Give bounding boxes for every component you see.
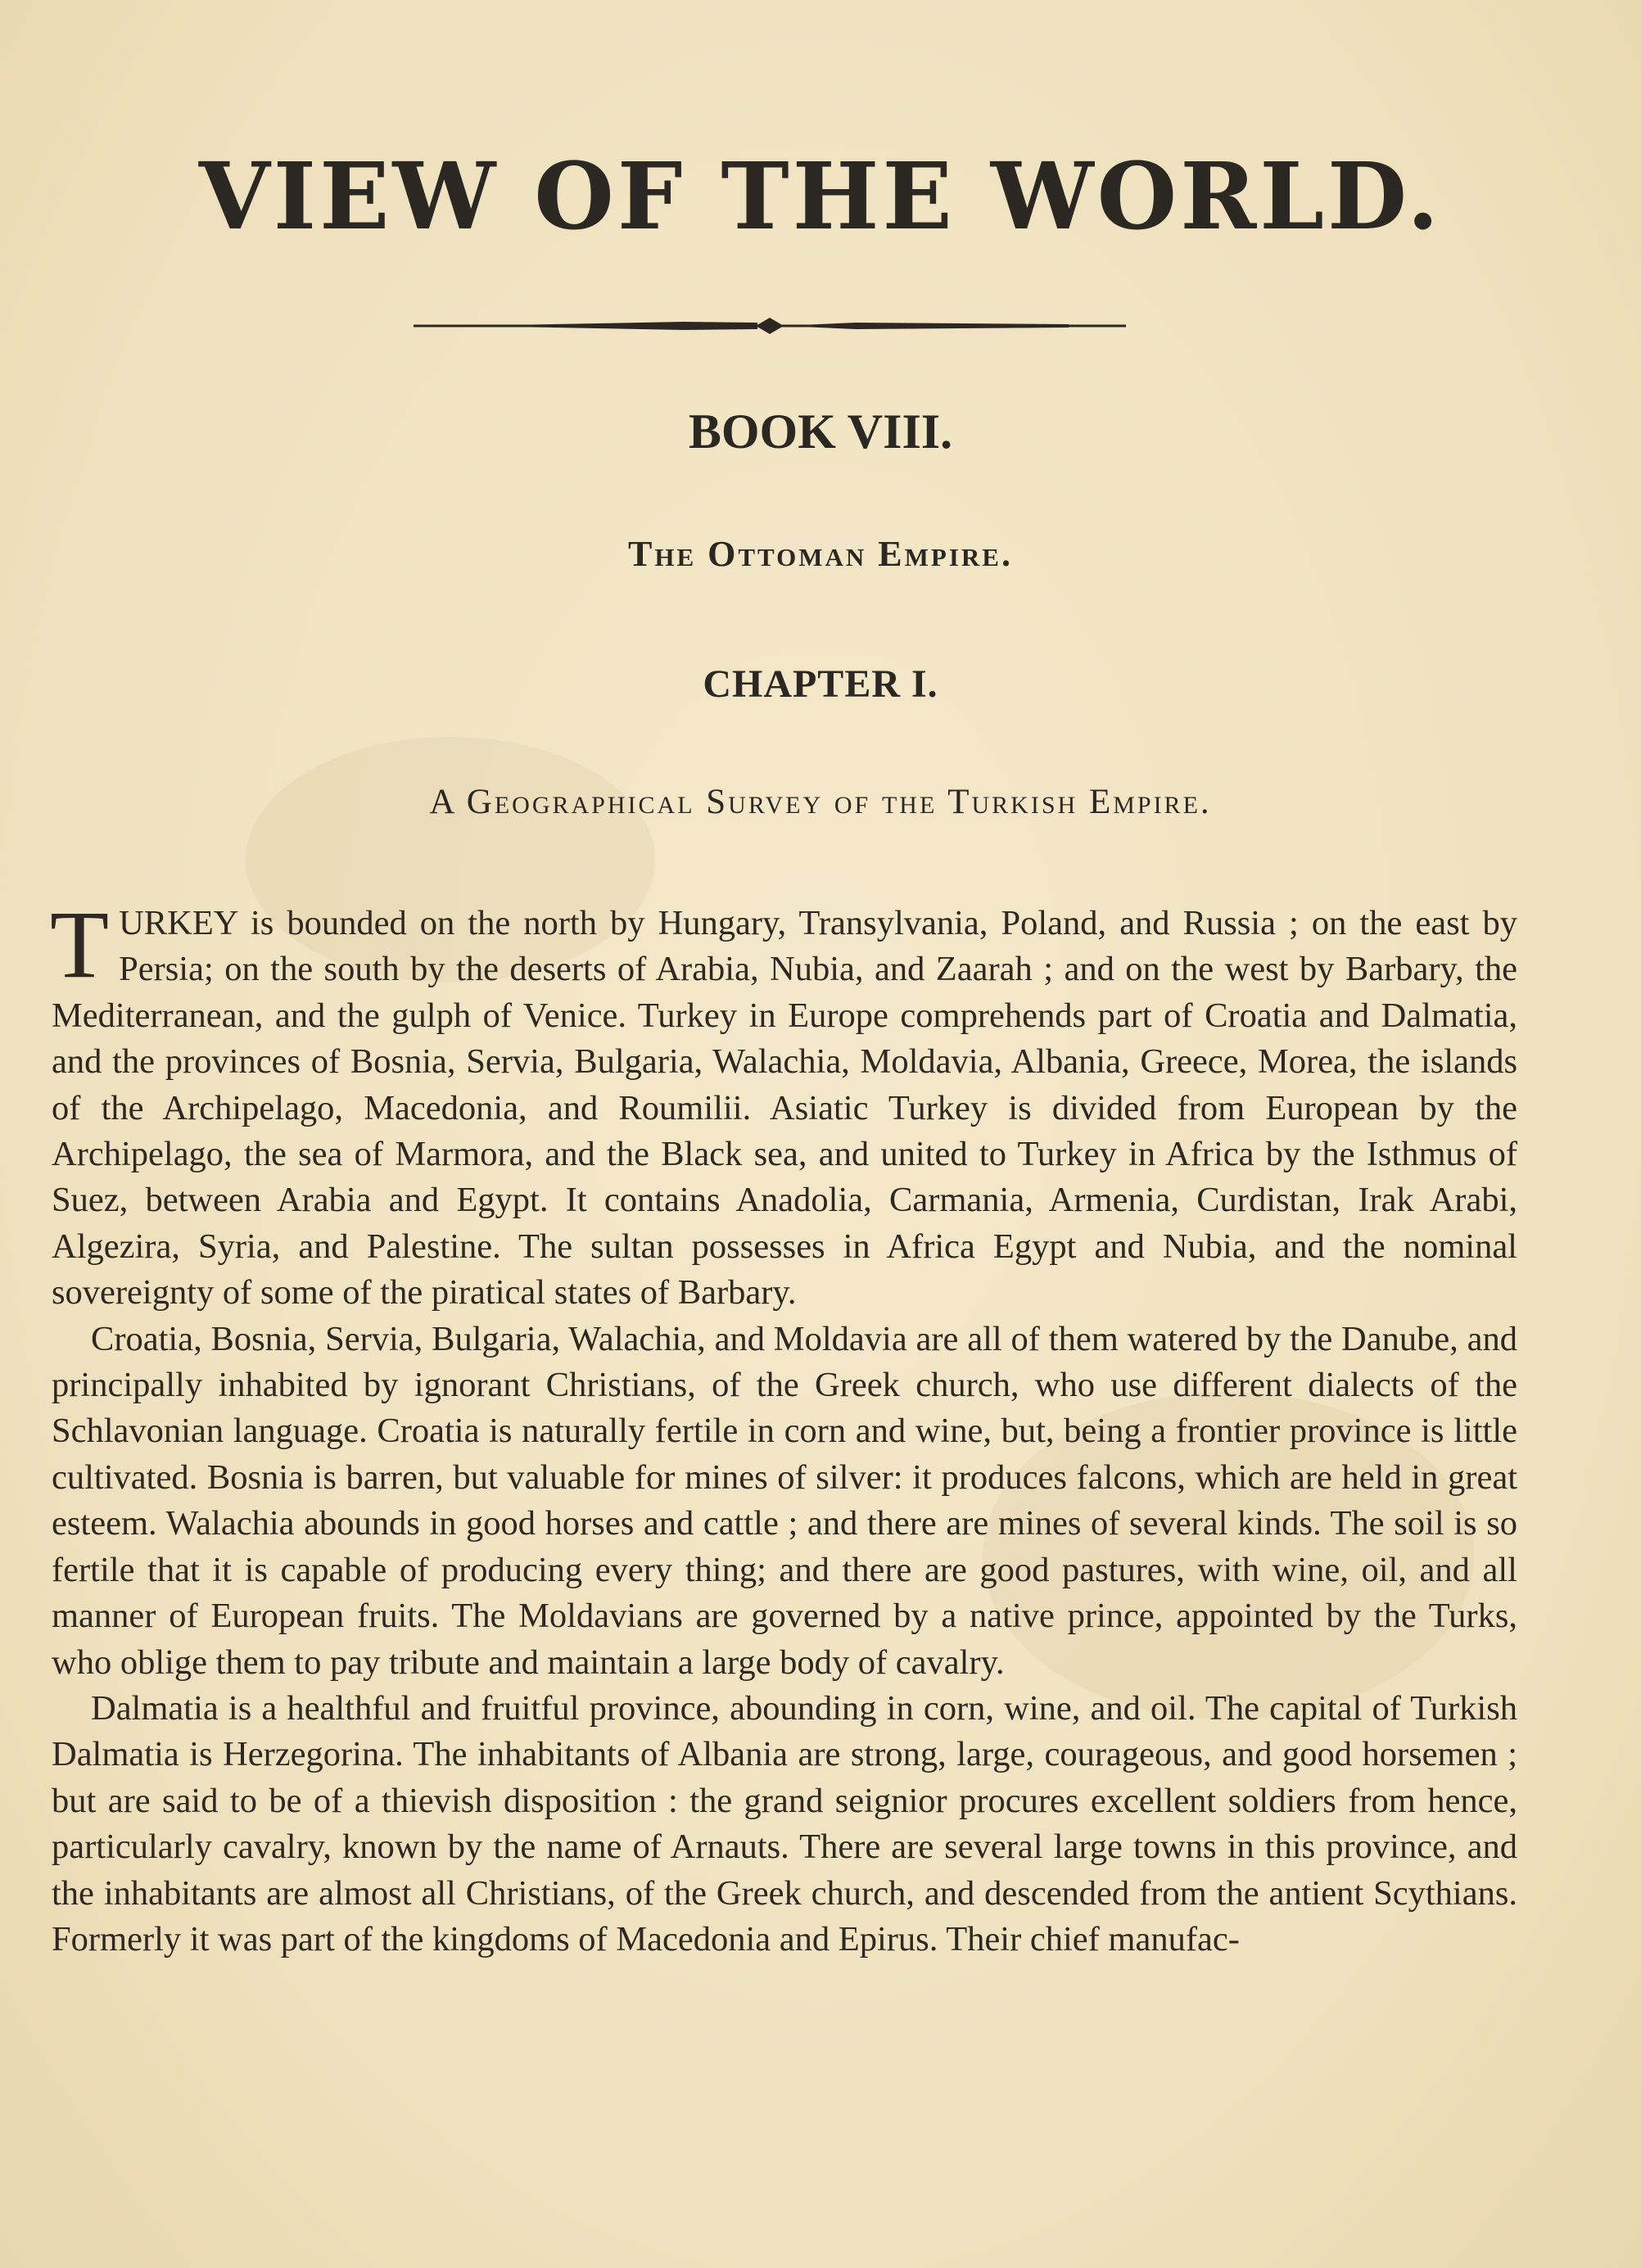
paragraph-3: Dalmatia is a healthful and fruitful province, abounding in corn, wine, and oil. The capital of Turkish Dalmatia is Herzegorina. The inhabitants of Albania are strong, large, courageous, and good horsemen ; but are said to be of a thievish disposition : the grand seignior procures excellent soldiers from hence, particularly cavalry, known by the name of Arnauts. There are several large towns in this province, and the inhabitants are almost all Christians, of the Greek church, and descended from the antient Scythians. Formerly it was part of the kingdoms of Macedonia and Epirus. Their chief manufac- [52,1688,1517,1959]
book-subtitle: The Ottoman Empire. [628,534,1013,574]
paragraph-1-text: URKEY is bounded on the north by Hungary, Transylvania, Poland, and Russia ; on the east by Persia; on the south by the deserts of Arabia, Nubia, and Zaarah ; and on the west by Barbary, the Mediterranean, and the gulph of Venice. Turkey in Europe comprehends part of Croatia and Dalmatia, and the provinces of Bosnia, Servia, Bulgaria, Walachia, Moldavia, Albania, Greece, Morea, the islands of the Archipelago, Macedonia, and Roumilii. Asiatic Turkey is divided from European by the Archipelago, the sea of Marmora, and the Black sea, and united to Turkey in Africa by the Isthmus of Suez, between Arabia and Egypt. It contains Anadolia, Carmania, Armenia, Curdistan, Irak Arabi, Algezira, Syria, and Palestine. The sultan possesses in Africa Egypt and Nubia, and the nominal sovereignty of some of the piratical states of Barbary. [52,904,1517,1312]
body-text [50,891,1517,1963]
divider-ornament [414,315,1126,337]
paragraph-2: Croatia, Bosnia, Servia, Bulgaria, Walachia, and Moldavia are all of them watered by the Danube, and principally inhabited by ignorant Christians, of the Greek church, who use different dialects of the Schlavonian language. Croatia is naturally fertile in corn and wine, but, being a frontier province is little cultivated. Bosnia is barren, but valuable for mines of silver: it produces falcons, which are held in great esteem. Walachia abounds in good horses and cattle ; and there are mines of several kinds. The soil is so fertile that it is capable of producing every thing; and there are good pastures, with wine, oil, and all manner of European fruits. The Moldavians are governed by a native prince, appointed by the Turks, who oblige them to pay tribute and maintain a large body of cavalry. [52,1319,1517,1682]
chapter-heading: CHAPTER I. [703,662,938,706]
chapter-subtitle: A Geographical Survey of the Turkish Empire. [429,783,1212,821]
book-heading: BOOK VIII. [688,404,953,459]
running-title: VIEW OF THE WORLD. [198,143,1443,251]
paragraph-1 [50,891,1517,1317]
drop-cap: T [50,891,110,998]
